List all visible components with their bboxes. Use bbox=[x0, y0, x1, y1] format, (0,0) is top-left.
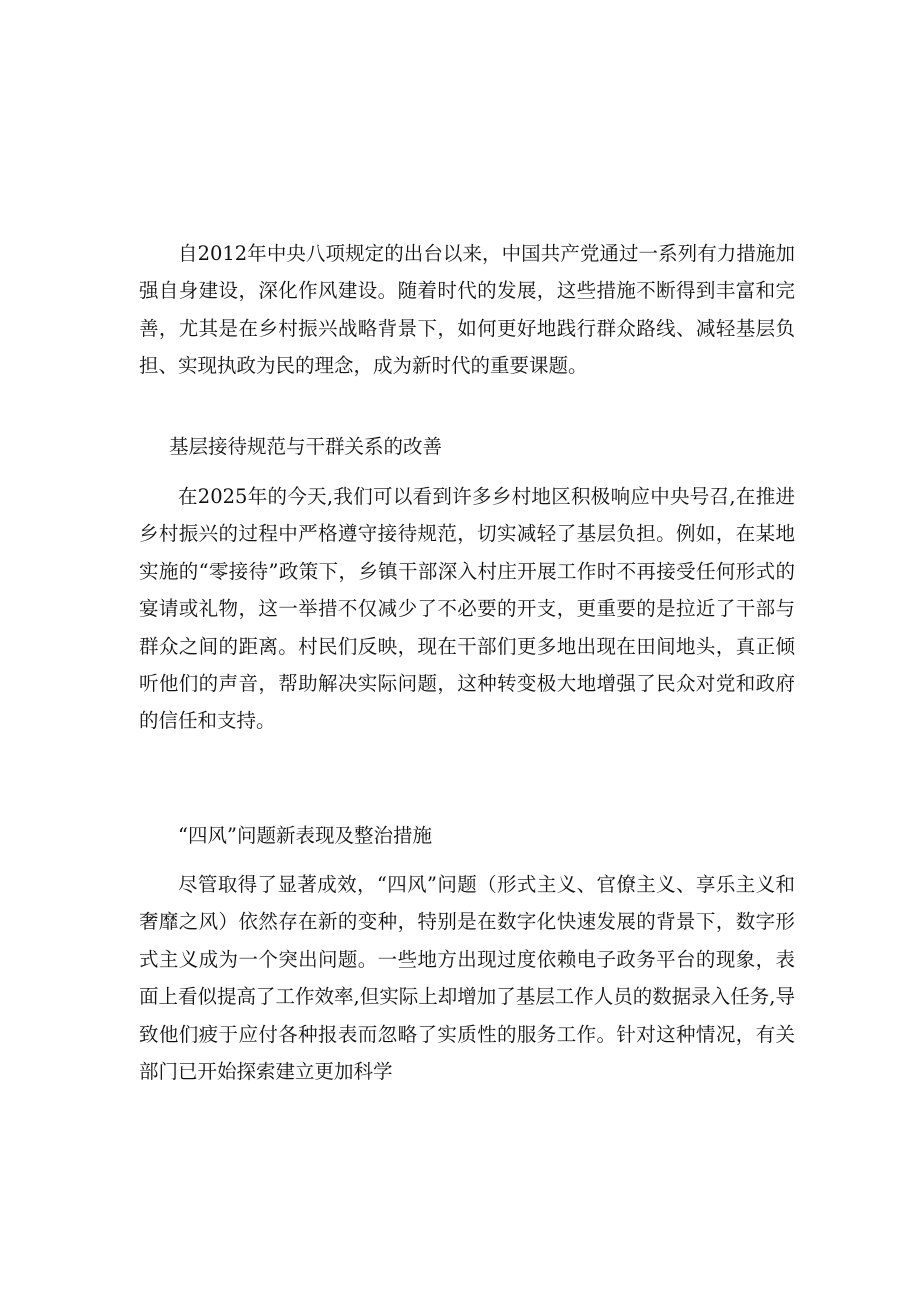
section-heading-reception: 基层接待规范与干群关系的改善 bbox=[169, 435, 443, 458]
paragraph-four-winds: 尽管取得了显著成效，“四风”问题（形式主义、官僚主义、享乐主义和奢靡之风）依然存在新的变种，特别是在数字化快速发展的背景下，数字形式主义成为一个突出问题。一些地方出现过度依赖电子政务平台的现象，表面上看似提高了工作效率,但实际上却增加了基层工作人员的数据录入任务,导致他们疲于应付各种报表而忽略了实质性的服务工作。针对这种情况，有关部门已开始探索建立更加科学 bbox=[139, 873, 795, 1084]
paragraph-intro: 自2012年中央八项规定的出台以来，中国共产党通过一系列有力措施加强自身建设，深化作风建设。随着时代的发展，这些措施不断得到丰富和完善，尤其是在乡村振兴战略背景下，如何更好地践行群众路线、减轻基层负担、实现执政为民的理念，成为新时代的重要课题。 bbox=[139, 242, 795, 378]
section-heading-four-winds: “四风”问题新表现及整治措施 bbox=[178, 824, 432, 847]
paragraph-reception: 在2025年的今天,我们可以看到许多乡村地区积极响应中央号召,在推进乡村振兴的过程中严格遵守接待规范，切实减轻了基层负担。例如，在某地实施的“零接待”政策下，乡镇干部深入村庄开展工作时不再接受任何形式的宴请或礼物，这一举措不仅减少了不必要的开支，更重要的是拉近了干部与群众之间的距离。村民们反映，现在干部们更多地出现在田间地头，真正倾听他们的声音，帮助解决实际问题，这种转变极大地增强了民众对党和政府的信任和支持。 bbox=[139, 485, 795, 733]
